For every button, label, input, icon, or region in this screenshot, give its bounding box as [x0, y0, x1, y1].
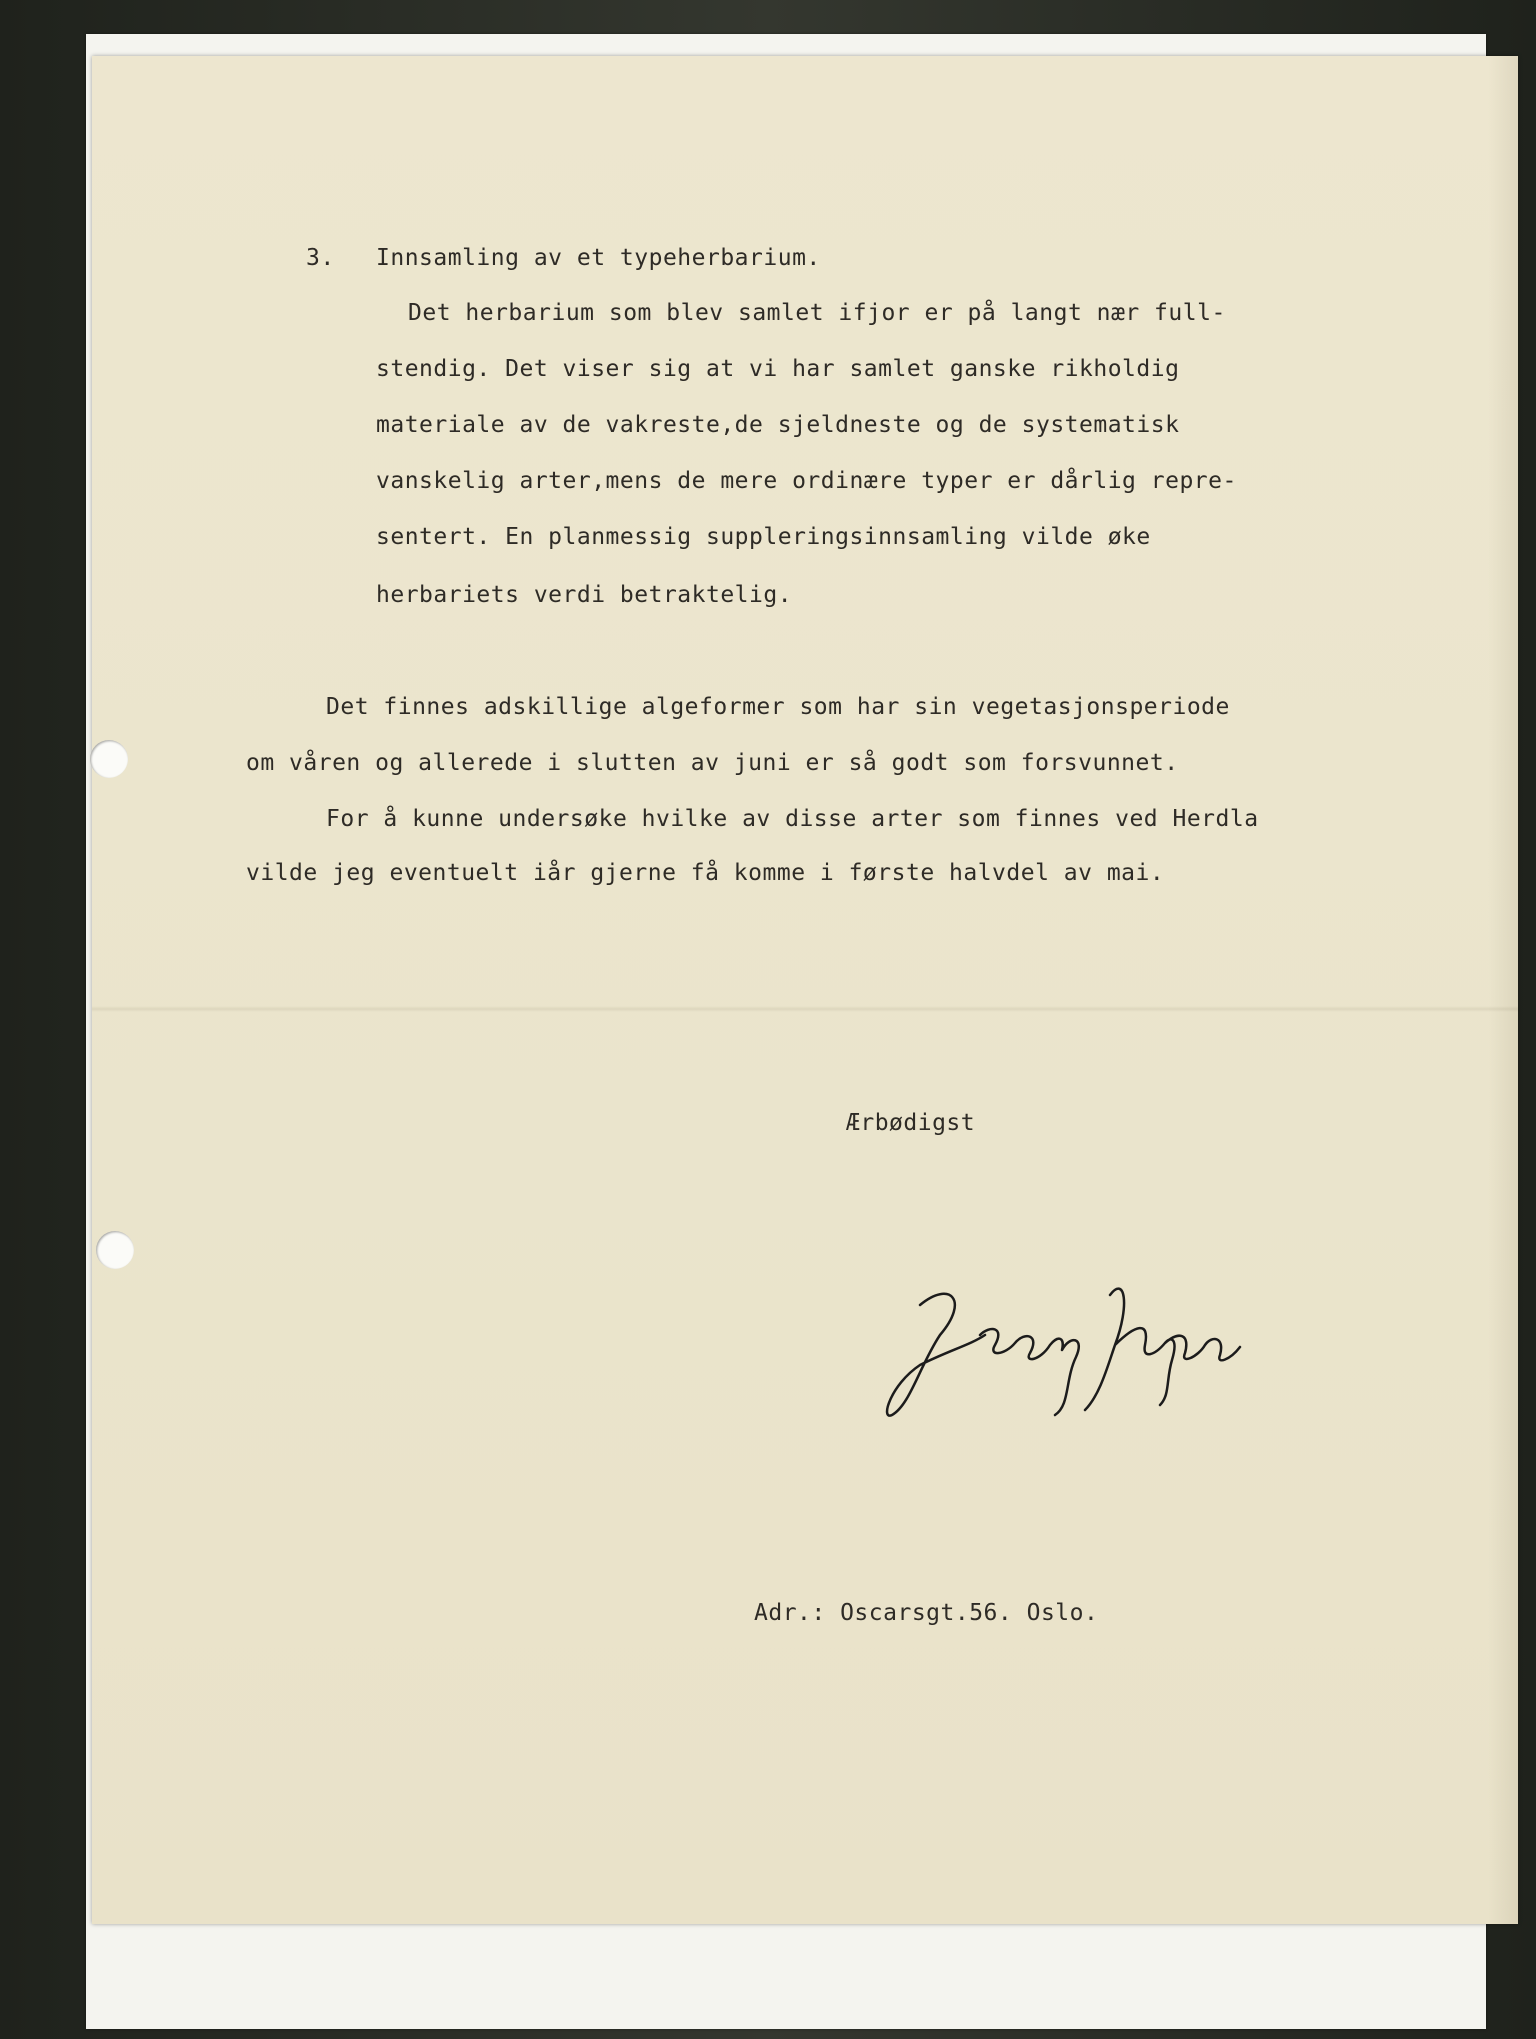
- signature: [880, 1265, 1260, 1425]
- para1-line-5: sentert. En planmessig suppleringsinnsamling vilde øke: [376, 524, 1151, 550]
- paper-fold: [92, 1006, 1518, 1012]
- para1-line-2: stendig. Det viser sig at vi har samlet ganske rikholdig: [376, 356, 1180, 382]
- punch-hole-lower: [96, 1231, 134, 1269]
- section-heading: Innsamling av et typeherbarium.: [376, 245, 821, 271]
- para1-line-6: herbariets verdi betraktelig.: [376, 582, 793, 608]
- para3-line-1: For å kunne undersøke hvilke av disse arter som finnes ved Herdla: [326, 806, 1259, 832]
- para2-line-2: om våren og allerede i slutten av juni er så godt som forsvunnet.: [246, 750, 1179, 776]
- para1-line-4: vanskelig arter,mens de mere ordinære typer er dårlig repre-: [376, 468, 1237, 494]
- letter-paper: [92, 56, 1518, 1924]
- para1-line-3: materiale av de vakreste,de sjeldneste og de systematisk: [376, 412, 1180, 438]
- closing: Ærbødigst: [846, 1110, 976, 1136]
- section-number: 3.: [306, 245, 335, 271]
- punch-hole-upper: [90, 740, 128, 778]
- signature-drawing: [880, 1265, 1260, 1425]
- paper-edge-shade: [1488, 56, 1518, 1924]
- para1-line-1: Det herbarium som blev samlet ifjor er på langt nær full-: [408, 300, 1226, 326]
- address: Adr.: Oscarsgt.56. Oslo.: [754, 1600, 1099, 1626]
- para2-line-1: Det finnes adskillige algeformer som har sin vegetasjonsperiode: [326, 694, 1230, 720]
- para3-line-2: vilde jeg eventuelt iår gjerne få komme i første halvdel av mai.: [246, 860, 1165, 886]
